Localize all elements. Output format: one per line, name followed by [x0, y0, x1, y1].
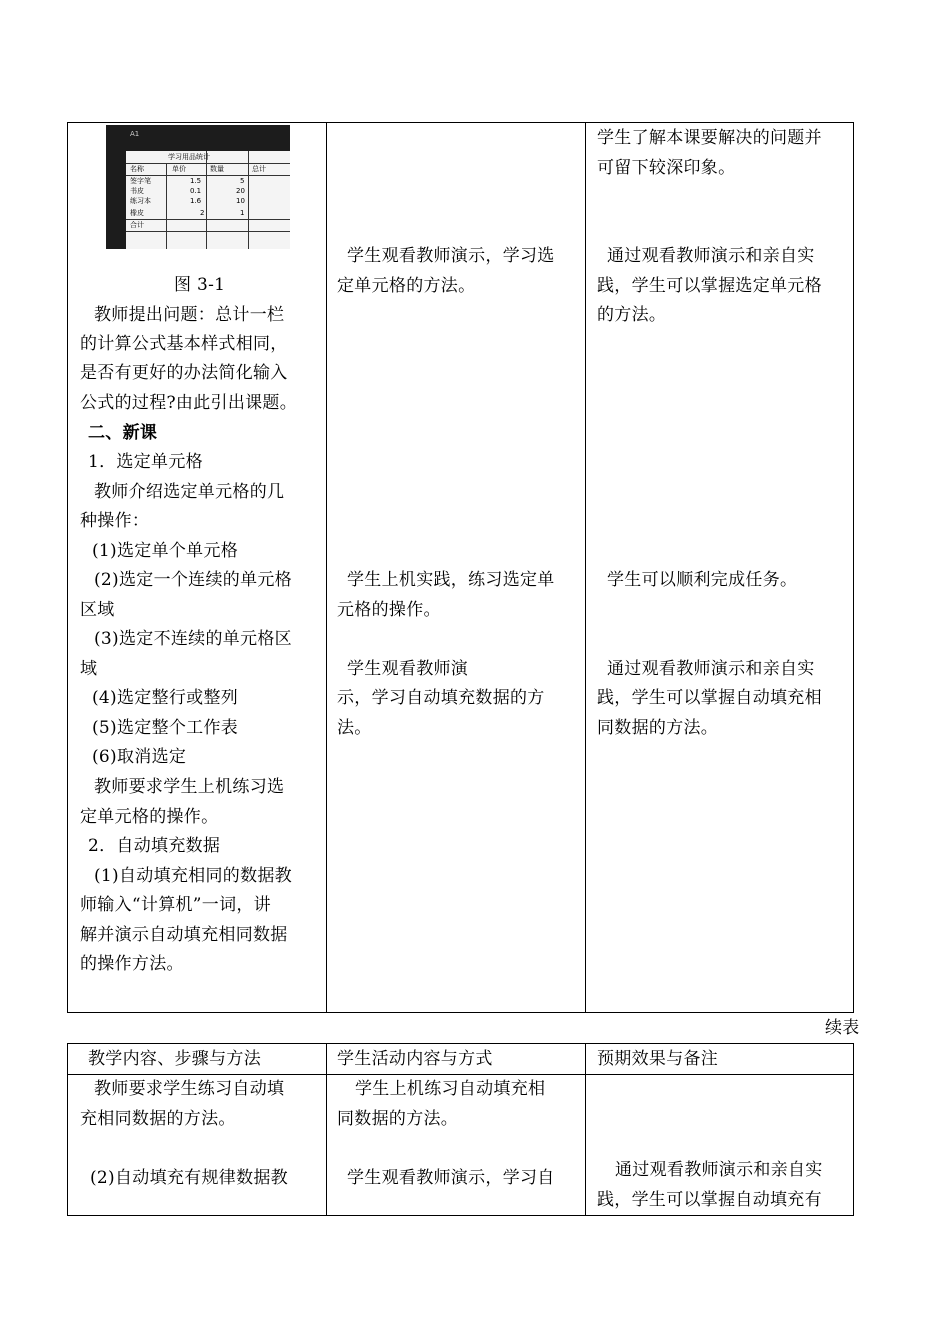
col2-line: 元格的操作。 — [337, 600, 441, 620]
col1-line: (4)选定整行或整列 — [92, 688, 239, 708]
col3-line: 通过观看教师演示和亲自实 — [607, 246, 815, 266]
sheet-cell: 5 — [240, 177, 245, 185]
sheet-cell: 橡皮 — [130, 209, 144, 217]
col1-line: 域 — [80, 659, 98, 679]
column-divider — [585, 123, 586, 1012]
col1-line: 教师要求学生上机练习选 — [94, 777, 285, 797]
figure-caption: 图 3-1 — [174, 275, 226, 295]
col3-line: 通过观看教师演示和亲自实 — [615, 1160, 823, 1180]
col3-line: 通过观看教师演示和亲自实 — [607, 659, 815, 679]
sheet-cell: 1 — [240, 209, 245, 217]
col1-line: 定单元格的操作。 — [80, 807, 219, 827]
col1-line: 公式的过程?由此引出课题。 — [80, 393, 298, 413]
col2-line: 学生观看教师演示，学习选 — [347, 246, 555, 266]
sheet-header: 单价 — [172, 165, 186, 173]
col3-line: 的方法。 — [597, 305, 667, 325]
col1-line: 是否有更好的办法简化输入 — [80, 363, 288, 383]
sheet-cell: 签字笔 — [130, 177, 151, 185]
col1-line: 的操作方法。 — [80, 954, 184, 974]
col1-line: 教师提出问题：总计一栏 — [94, 305, 285, 325]
sheet-header: 总计 — [252, 165, 266, 173]
sheet-header: 名称 — [130, 165, 144, 173]
lesson-table-1 — [67, 122, 854, 1013]
col1-line: (2)选定一个连续的单元格 — [94, 570, 292, 590]
col2-line: 学生上机练习自动填充相 — [355, 1079, 546, 1099]
col1-line: (5)选定整个工作表 — [92, 718, 239, 738]
sheet-header: 数量 — [210, 165, 224, 173]
sheet-cell: 20 — [236, 187, 245, 195]
column-divider — [326, 123, 327, 1012]
col3-line: 践，学生可以掌握自动填充相 — [597, 688, 822, 708]
sheet-cell: 练习本 — [130, 197, 151, 205]
col3-line: 学生了解本课要解决的问题并 — [597, 128, 822, 148]
sheet-cell: 2 — [200, 209, 205, 217]
cell-ref: A1 — [130, 130, 140, 138]
col2-line: 学生观看教师演示，学习自 — [347, 1168, 555, 1188]
column-divider — [585, 1044, 586, 1215]
table-header: 预期效果与备注 — [597, 1049, 719, 1069]
col3-line: 同数据的方法。 — [597, 718, 719, 738]
col1-line: 2．自动填充数据 — [88, 836, 221, 856]
lesson-table-2 — [67, 1043, 854, 1216]
col2-line: 定单元格的方法。 — [337, 276, 476, 296]
col1-line: 区域 — [80, 600, 115, 620]
col2-line: 同数据的方法。 — [337, 1109, 459, 1129]
col2-line: 学生上机实践，练习选定单 — [347, 570, 555, 590]
col1-line: (3)选定不连续的单元格区 — [94, 629, 292, 649]
col1-line: (1)选定单个单元格 — [92, 541, 239, 561]
spreadsheet-figure — [106, 125, 290, 249]
sheet-title: 学习用品统计 — [168, 153, 210, 161]
col1-line: 1．选定单元格 — [88, 452, 203, 472]
sheet-cell: 书皮 — [130, 187, 144, 195]
sheet-cell: 0.1 — [190, 187, 202, 195]
col3-line: 践，学生可以掌握选定单元格 — [597, 276, 822, 296]
col1-line: 解并演示自动填充相同数据 — [80, 925, 288, 945]
col1-line: 教师介绍选定单元格的几 — [94, 482, 285, 502]
col2-line: 学生观看教师演 — [347, 659, 469, 679]
col1-line: 充相同数据的方法。 — [80, 1109, 236, 1129]
table-header: 教学内容、步骤与方法 — [88, 1049, 261, 1069]
sheet-cell: 合计 — [130, 221, 144, 229]
col3-line: 践，学生可以掌握自动填充有 — [597, 1190, 822, 1210]
col3-line: 学生可以顺利完成任务。 — [607, 570, 798, 590]
continued-label: 续表 — [825, 1018, 860, 1038]
col1-line: (2)自动填充有规律数据教 — [90, 1168, 288, 1188]
col1-line: 的计算公式基本样式相同， — [80, 334, 288, 354]
table-header: 学生活动内容与方式 — [337, 1049, 493, 1069]
sheet-cell: 1.6 — [190, 197, 202, 205]
col1-line: (6)取消选定 — [92, 747, 187, 767]
col1-line: 教师要求学生练习自动填 — [94, 1079, 285, 1099]
sheet-cell: 10 — [236, 197, 245, 205]
col1-line: (1)自动填充相同的数据教 — [94, 866, 292, 886]
sheet-cell: 1.5 — [190, 177, 202, 185]
section-heading: 二、新课 — [88, 423, 158, 443]
column-divider — [326, 1044, 327, 1215]
col1-line: 师输入“计算机”一词，讲 — [80, 895, 271, 915]
col1-line: 种操作： — [80, 511, 150, 531]
col2-line: 法。 — [337, 718, 372, 738]
col2-line: 示，学习自动填充数据的方 — [337, 688, 545, 708]
col3-line: 可留下较深印象。 — [597, 158, 736, 178]
